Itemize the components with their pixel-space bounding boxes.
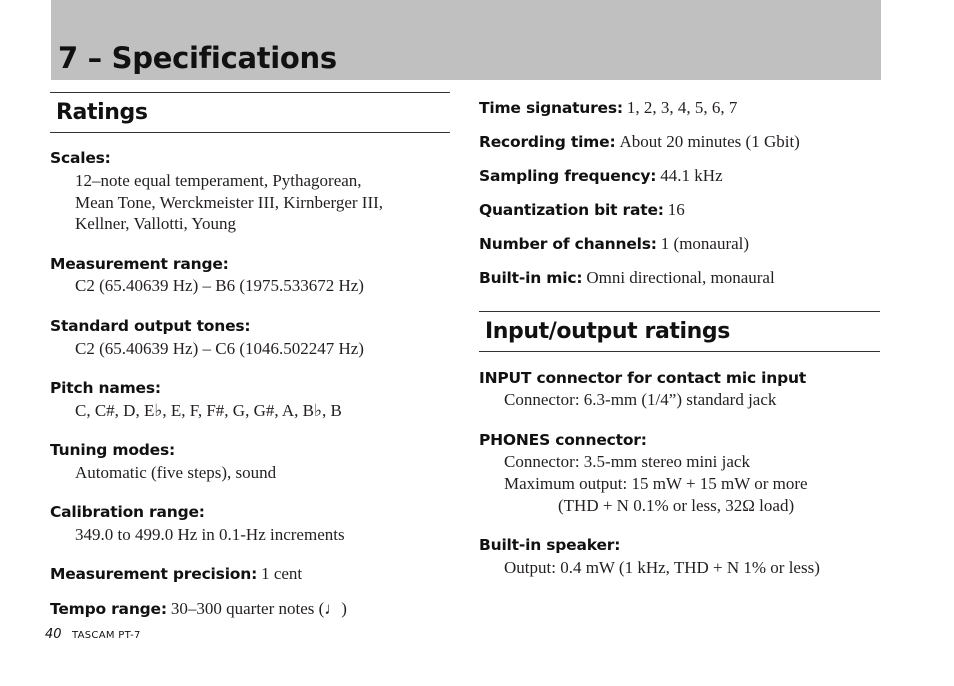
calibration-range-label: Calibration range:: [50, 503, 205, 521]
sampling-frequency-spec: [479, 165, 723, 188]
time-signatures-value: 1, 2, 3, 4, 5, 6, 7: [626, 98, 738, 117]
measurement-precision-label: Measurement precision:: [50, 565, 258, 583]
tempo-range-spec: [50, 598, 347, 621]
pitch-names-label: Pitch names:: [50, 379, 161, 397]
calibration-range-value: 349.0 to 499.0 Hz in 0.1-Hz increments: [75, 525, 345, 544]
measurement-precision-value: 1 cent: [261, 564, 303, 583]
page-number: 40: [45, 627, 62, 642]
built-in-mic-value: Omni directional, monaural: [586, 268, 775, 287]
quantization-bit-rate-spec: [479, 199, 685, 222]
phones-connector-line-1: Connector: 3.5-mm stereo mini jack: [504, 452, 750, 471]
standard-output-tones-value: C2 (65.40639 Hz) – C6 (1046.502247 Hz): [75, 339, 364, 358]
phones-connector-label: PHONES connector:: [479, 431, 647, 449]
quantization-bit-rate-value: 16: [667, 200, 685, 219]
io-ratings-heading: Input/output ratings: [479, 311, 880, 352]
scales-label: Scales:: [50, 149, 111, 167]
tempo-range-label: Tempo range:: [50, 600, 167, 618]
tempo-range-value: 30–300 quarter notes (♩): [170, 599, 347, 618]
standard-output-tones-label: Standard output tones:: [50, 317, 251, 335]
recording-time-value: About 20 minutes (1 Gbit): [619, 132, 800, 151]
tuning-modes-value: Automatic (five steps), sound: [75, 463, 277, 482]
quantization-bit-rate-label: Quantization bit rate:: [479, 201, 664, 219]
built-in-mic-spec: [479, 267, 775, 290]
built-in-speaker-line: Output: 0.4 mW (1 kHz, THD + N 1% or less): [504, 558, 820, 577]
ratings-heading: Ratings: [50, 92, 450, 133]
scales-line-1: 12–note equal temperament, Pythagorean,: [75, 171, 362, 190]
number-of-channels-label: Number of channels:: [479, 235, 657, 253]
phones-connector-line-3: (THD + N 0.1% or less, 32Ω load): [558, 496, 795, 515]
phones-connector-line-2: Maximum output: 15 mW + 15 mW or more: [504, 474, 808, 493]
measurement-range-label: Measurement range:: [50, 255, 229, 273]
number-of-channels-value: 1 (monaural): [660, 234, 750, 253]
scales-line-2: Mean Tone, Werckmeister III, Kirnberger III,: [75, 193, 384, 212]
footer-brand: TASCAM PT-7: [72, 630, 141, 641]
input-connector-label: INPUT connector for contact mic input: [479, 369, 807, 387]
chapter-title: 7 – Specifications: [58, 41, 337, 75]
measurement-range-value: C2 (65.40639 Hz) – B6 (1975.533672 Hz): [75, 276, 364, 295]
time-signatures-spec: [479, 97, 737, 120]
measurement-precision-spec: [50, 563, 302, 586]
number-of-channels-spec: [479, 233, 749, 256]
built-in-mic-label: Built-in mic:: [479, 269, 583, 287]
tuning-modes-label: Tuning modes:: [50, 441, 176, 459]
recording-time-label: Recording time:: [479, 133, 616, 151]
sampling-frequency-label: Sampling frequency:: [479, 167, 657, 185]
sampling-frequency-value: 44.1 kHz: [660, 166, 723, 185]
built-in-speaker-label: Built-in speaker:: [479, 536, 621, 554]
scales-line-3: Kellner, Vallotti, Young: [75, 214, 236, 233]
time-signatures-label: Time signatures:: [479, 99, 623, 117]
input-connector-line: Connector: 6.3-mm (1/4”) standard jack: [504, 390, 777, 409]
recording-time-spec: [479, 131, 800, 154]
pitch-names-value: C, C#, D, E♭, E, F, F#, G, G#, A, B♭, B: [75, 401, 342, 420]
